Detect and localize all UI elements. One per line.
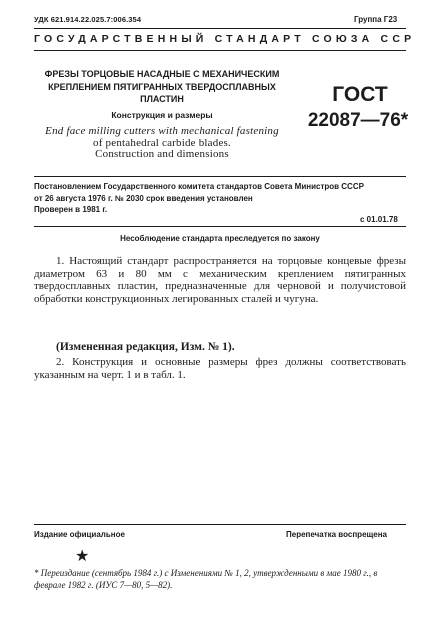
title-line: ПЛАСТИН xyxy=(140,94,184,104)
reprint-prohibited-label: Перепечатка воспрещена xyxy=(286,530,387,539)
english-title-line: of pentahedral carbide blades. xyxy=(93,136,231,149)
decree-line: Постановлением Государственного комитета стандартов Совета Министров СССР xyxy=(34,182,364,191)
paragraph-1: 1. Настоящий стандарт распространяется на торцовые концевые фрезы диаметром 63 и 80 мм с механическим креплением пятигранных твердосплавных пластин, предназначенные для черновой и получистовой обработки конструкционных легированных сталей и чугуна. xyxy=(34,255,406,305)
footer-rule xyxy=(34,524,406,525)
standard-type-header: ГОСУДАРСТВЕННЫЙ СТАНДАРТ СОЮЗА ССР xyxy=(34,33,416,45)
english-title-line: Construction and dimensions xyxy=(95,148,229,160)
decree-top-rule xyxy=(34,176,406,177)
decree-block xyxy=(34,181,406,216)
star-icon: ★ xyxy=(75,548,90,565)
udk-code: УДК 621.914.22.025.7:006.354 xyxy=(34,15,142,24)
decree-line: от 26 августа 1976 г. № 2030 срок введения установлен xyxy=(34,193,253,203)
paragraph-2: 2. Конструкция и основные размеры фрез должны соответствовать указанным на черт. 1 и в табл. 1. xyxy=(34,356,406,381)
document-subtitle: Конструкция и размеры xyxy=(111,110,213,120)
title-line: ФРЕЗЫ ТОРЦОВЫЕ НАСАДНЫЕ С МЕХАНИЧЕСКИМ xyxy=(44,69,280,79)
gost-number: 22087—76* xyxy=(307,110,409,131)
group-code: Группа Г23 xyxy=(354,15,398,24)
penalty-notice: Несоблюдение стандарта преследуется по закону xyxy=(120,234,320,243)
header-bottom-rule xyxy=(34,50,406,51)
title-line: КРЕПЛЕНИЕМ ПЯТИГРАННЫХ ТВЕРДОСПЛАВНЫХ xyxy=(48,81,276,92)
english-title xyxy=(34,126,290,161)
english-title-line: End face milling cutters with mechanical fastening xyxy=(45,125,279,137)
decree-line: Проверен в 1981 г. xyxy=(34,205,108,214)
date-rule xyxy=(34,226,406,227)
gost-label: ГОСТ xyxy=(332,83,388,106)
official-edition-label: Издание официальное xyxy=(34,530,125,539)
amendment-note: (Измененная редакция, Изм. № 1). xyxy=(56,341,235,353)
effective-date: с 01.01.78 xyxy=(360,215,398,224)
header-top-rule xyxy=(34,28,406,29)
document-title xyxy=(34,68,290,106)
republication-footnote: * Переиздание (сентябрь 1984 г.) с Изменениями № 1, 2, утвержденными в мае 1980 г., в феврале 1982 г. (ИУС 7—80, 5—82). xyxy=(34,568,378,590)
